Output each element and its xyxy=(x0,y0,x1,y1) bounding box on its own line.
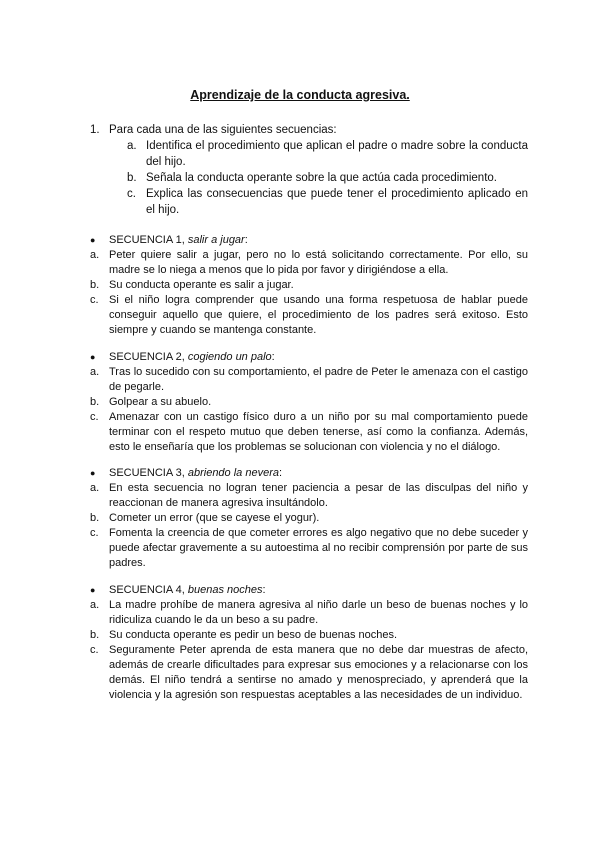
section-name: salir a jugar xyxy=(187,234,245,246)
list-item xyxy=(90,511,528,526)
intro-text: Para cada una de las siguientes secuencias: xyxy=(109,124,337,136)
section-name: buenas noches xyxy=(187,584,263,596)
item-text: Amenazar con un castigo físico duro a un niño por su mal comportamiento puede terminar con el respeto mutuo que deben tenerse, así como la confianza. Además, esto le enseñaría que los problemas se solucionan con violencia y no el diálogo. xyxy=(109,411,528,453)
sequence-section-4 xyxy=(90,583,528,703)
item-letter: a. xyxy=(90,249,100,261)
item-letter: b. xyxy=(90,629,100,641)
item-letter: c. xyxy=(127,188,136,200)
bullet-icon: ● xyxy=(90,585,96,595)
list-item xyxy=(90,643,528,703)
item-letter: b. xyxy=(127,172,137,184)
section-label: SECUENCIA 1, xyxy=(109,234,188,246)
bullet-icon: ● xyxy=(90,468,96,478)
section-name: abriendo la nevera xyxy=(187,467,279,479)
item-text: La madre prohíbe de manera agresiva al niño darle un beso de buenas noches y lo ridiculiza cuando le da un beso a su padre. xyxy=(109,599,528,626)
section-heading xyxy=(90,466,528,481)
section-label: SECUENCIA 3, xyxy=(109,467,188,479)
item-letter: a. xyxy=(90,599,100,611)
sequence-section-1 xyxy=(90,233,528,338)
item-letter: a. xyxy=(127,140,137,152)
list-item xyxy=(90,481,528,511)
item-text: Golpear a su abuelo. xyxy=(109,396,212,408)
list-item xyxy=(90,598,528,628)
list-item xyxy=(90,293,528,338)
item-text: Su conducta operante es pedir un beso de buenas noches. xyxy=(109,629,398,641)
section-colon: : xyxy=(244,234,248,246)
sequence-section-3 xyxy=(90,466,528,571)
item-text: Cometer un error (que se cayese el yogur). xyxy=(109,512,320,524)
section-heading xyxy=(90,350,528,365)
sequence-section-2 xyxy=(90,350,528,455)
item-letter: c. xyxy=(90,644,99,656)
list-item xyxy=(127,138,528,170)
list-item xyxy=(90,410,528,455)
list-number: 1. xyxy=(90,124,100,136)
item-text: Fomenta la creencia de que cometer errores es algo negativo que no debe suceder y puede afectar gravemente a su autoestima al no recibir comprensión por parte de sus padres. xyxy=(109,527,528,569)
list-item xyxy=(90,395,528,410)
bullet-icon: ● xyxy=(90,352,96,362)
item-text: Explica las consecuencias que puede tener el procedimiento aplicado en el hijo. xyxy=(146,188,528,216)
item-text: Tras lo sucedido con su comportamiento, el padre de Peter le amenaza con el castigo de pegarle. xyxy=(109,366,528,393)
item-letter: c. xyxy=(90,527,99,539)
list-item xyxy=(90,628,528,643)
item-text: Su conducta operante es salir a jugar. xyxy=(109,279,294,291)
section-label: SECUENCIA 2, xyxy=(109,351,188,363)
section-colon: : xyxy=(271,351,275,363)
item-letter: a. xyxy=(90,482,100,494)
item-letter: c. xyxy=(90,294,99,306)
list-item xyxy=(90,365,528,395)
intro-instructions xyxy=(90,122,528,218)
item-text: En esta secuencia no logran tener paciencia a pesar de las disculpas del niño y reaccionan de manera agresiva insultándolo. xyxy=(109,482,528,509)
intro-line xyxy=(90,122,528,138)
list-item xyxy=(90,278,528,293)
list-item xyxy=(127,170,528,186)
section-heading xyxy=(90,233,528,248)
page-title: Aprendizaje de la conducta agresiva. xyxy=(190,88,410,102)
item-text: Si el niño logra comprender que usando una forma respetuosa de hablar puede conseguir aquello que quiere, el procedimiento de los padres será exitoso. Esto siempre y cuando se mantenga constante. xyxy=(109,294,528,336)
item-text: Señala la conducta operante sobre la que actúa cada procedimiento. xyxy=(146,172,497,184)
item-letter: b. xyxy=(90,396,100,408)
section-name: cogiendo un palo xyxy=(187,351,272,363)
item-text: Peter quiere salir a jugar, pero no lo está solicitando correctamente. Por ello, su madre se lo niega a menos que lo pida por favor y dirigiéndose a ella. xyxy=(109,249,528,276)
list-item xyxy=(90,248,528,278)
item-letter: b. xyxy=(90,279,100,291)
section-colon: : xyxy=(262,584,266,596)
section-colon: : xyxy=(278,467,283,479)
item-letter: c. xyxy=(90,411,99,423)
item-letter: b. xyxy=(90,512,100,524)
item-text: Seguramente Peter aprenda de esta manera que no debe dar muestras de afecto, además de crearle dificultades para expresar sus emociones y a relacionarse con los demás. El niño tendrá a sentirse no amado y menospreciado, y aprenderá que la violencia y la agresión son respuestas aceptables a las necesidades de un individuo. xyxy=(109,644,528,701)
item-letter: a. xyxy=(90,366,100,378)
section-label: SECUENCIA 4, xyxy=(109,584,188,596)
list-item xyxy=(90,526,528,571)
bullet-icon: ● xyxy=(90,235,96,245)
list-item xyxy=(127,186,528,218)
section-heading xyxy=(90,583,528,598)
item-text: Identifica el procedimiento que aplican el padre o madre sobre la conducta del hijo. xyxy=(146,140,528,168)
intro-sublist xyxy=(127,138,528,218)
